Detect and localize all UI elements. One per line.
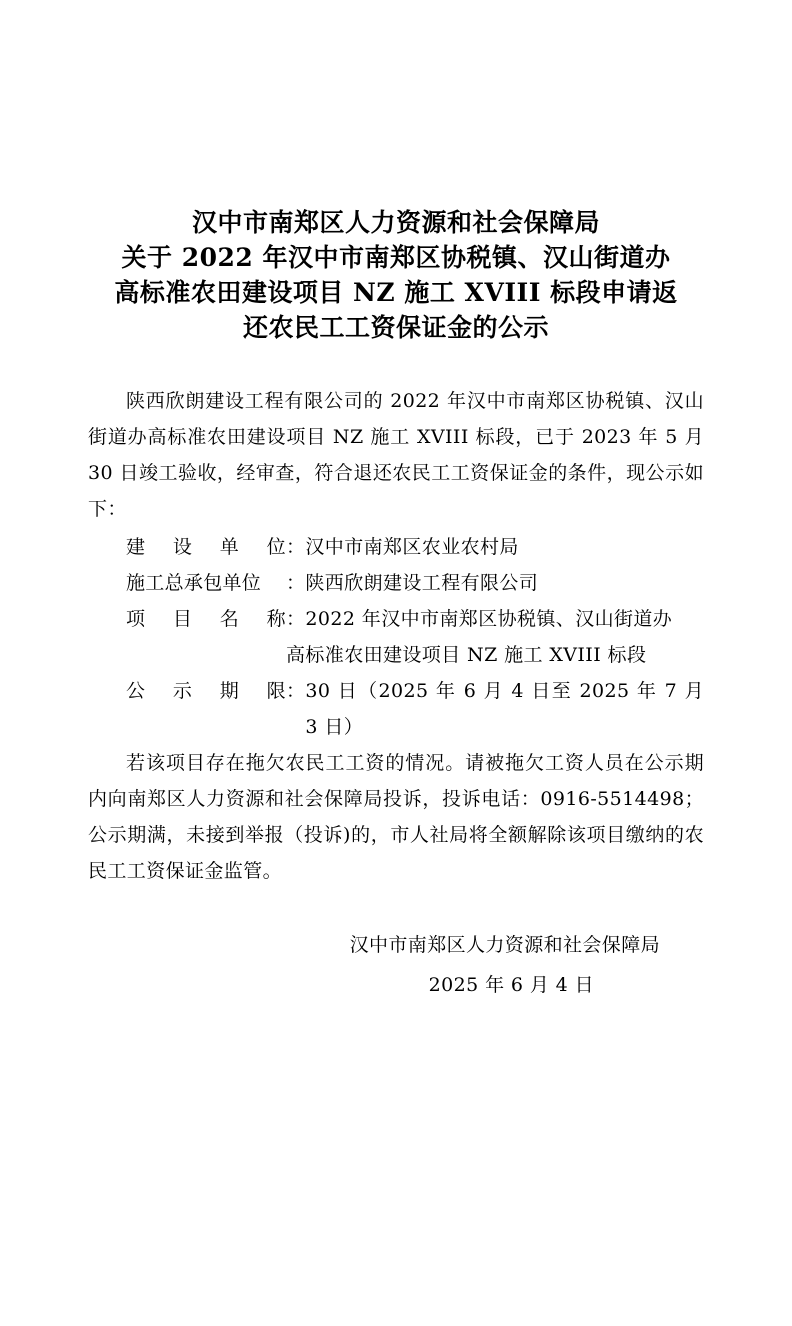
- field-colon: ：: [286, 608, 306, 630]
- field-row-general-contractor: [88, 565, 704, 601]
- field-value: 汉中市南郑区农业农村局: [305, 536, 519, 558]
- title-line-4: 还农民工工资保证金的公示: [242, 313, 549, 342]
- field-row-project-name: [88, 601, 704, 637]
- field-value: 30 日（2025 年 6 月 4 日至 2025 年 7 月 3 日）: [305, 680, 704, 738]
- page-title: [88, 205, 704, 345]
- field-value-continued: 高标准农田建设项目 NZ 施工 XVIII 标段: [286, 644, 647, 666]
- title-line-2: 关于 2022 年汉中市南郑区协税镇、汉山街道办: [121, 243, 671, 272]
- intro-paragraph: 陕西欣朗建设工程有限公司的 2022 年汉中市南郑区协税镇、汉山街道办高标准农田建设项目 NZ 施工 XVIII 标段，已于 2023 年 5 月 30 日竣工验收，经审查，符合退还农民工工资保证金的条件，现公示如下：: [88, 390, 704, 520]
- title-line-1: 汉中市南郑区人力资源和社会保障局: [191, 208, 600, 237]
- field-value: 2022 年汉中市南郑区协税镇、汉山街道办: [305, 608, 673, 630]
- field-list: [88, 529, 704, 745]
- document-body: [88, 383, 704, 889]
- field-label: 项 目 名 称: [126, 608, 286, 630]
- signature-issuer: 汉中市南郑区人力资源和社会保障局: [349, 934, 660, 956]
- field-colon: ：: [286, 572, 306, 594]
- signature-block: [88, 925, 704, 1005]
- field-row-publicity-period: [88, 673, 704, 745]
- field-label: 公 示 期 限: [126, 680, 286, 702]
- title-line-3: 高标准农田建设项目 NZ 施工 XVIII 标段申请返: [114, 278, 678, 307]
- field-label: 施工总承包单位: [126, 572, 262, 594]
- field-value: 陕西欣朗建设工程有限公司: [305, 572, 539, 594]
- signature-date: 2025 年 6 月 4 日: [428, 974, 594, 996]
- field-colon: ：: [286, 680, 306, 702]
- document-page: [0, 205, 792, 1326]
- field-colon: ：: [286, 536, 306, 558]
- field-label: 建 设 单 位: [126, 536, 286, 558]
- complaint-paragraph: 若该项目存在拖欠农民工工资的情况。请被拖欠工资人员在公示期内向南郑区人力资源和社会保障局投诉，投诉电话：0916-5514498；公示期满，未接到举报（投诉)的，市人社局将全额解除该项目缴纳的农民工工资保证金监管。: [88, 752, 704, 882]
- field-row-construction-unit: [88, 529, 704, 565]
